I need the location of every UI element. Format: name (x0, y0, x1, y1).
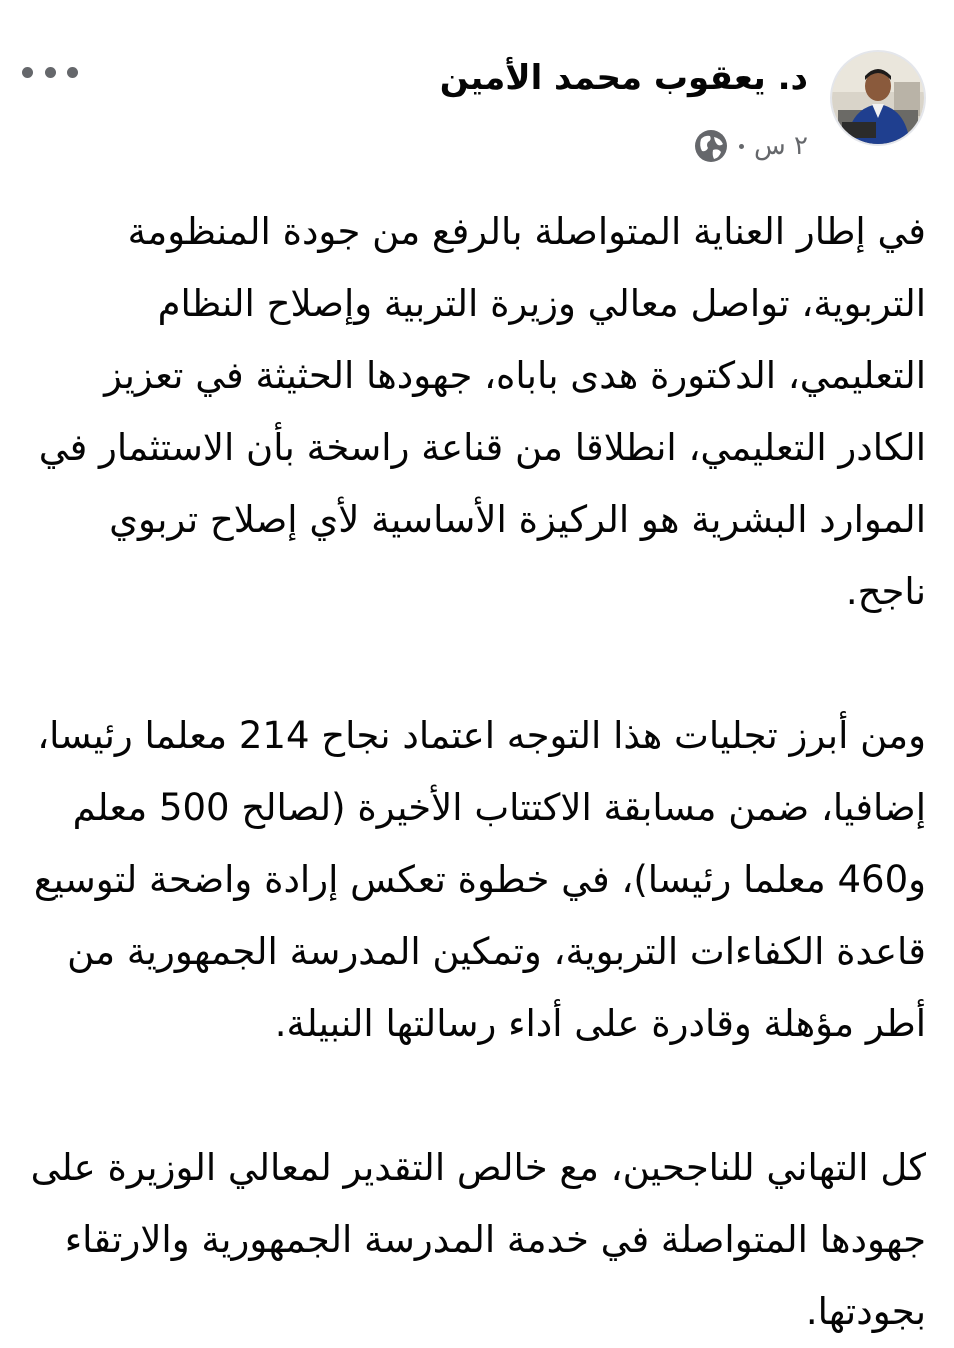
post-text (26, 196, 926, 1348)
post-header (0, 0, 954, 175)
post-timestamp[interactable]: ٢ س (754, 131, 808, 161)
post-meta (693, 126, 808, 166)
more-options-icon-dot (45, 67, 56, 78)
avatar[interactable] (830, 50, 926, 146)
meta-separator (739, 144, 744, 149)
more-options-icon (22, 67, 33, 78)
avatar-photo (832, 52, 924, 144)
post-paragraph: ومن أبرز تجليات هذا التوجه اعتماد نجاح 214 معلما رئيسا، إضافيا، ضمن مسابقة الاكتتاب الأخيرة (لصالح 500 معلم و460 معلما رئيسا)، في خطوة تعكس إرادة واضحة لتوسيع قاعدة الكفاءات التربوية، وتمكين المدرسة الجمهورية من أطر مؤهلة وقادرة على أداء رسالتها النبيلة. (33, 714, 926, 1045)
author-name[interactable]: د. يعقوب محمد الأمين (439, 58, 808, 98)
more-options-icon-dot (67, 67, 78, 78)
post-paragraph: في إطار العناية المتواصلة بالرفع من جودة المنظومة التربوية، تواصل معالي وزيرة التربية وإصلاح النظام التعليمي، الدكتورة هدى باباه، جهودها الحثيثة في تعزيز الكادر التعليمي، انطلاقا من قناعة راسخة بأن الاستثمار في الموارد البشرية هو الركيزة الأساسية لأي إصلاح تربوي ناجح. (38, 210, 926, 613)
globe-icon[interactable] (693, 128, 729, 164)
post-paragraph: كل التهاني للناجحين، مع خالص التقدير لمعالي الوزيرة على جهودها المتواصلة في خدمة المدرسة الجمهورية والارتقاء بجودتها. (30, 1146, 926, 1333)
more-options-button[interactable] (22, 58, 78, 86)
